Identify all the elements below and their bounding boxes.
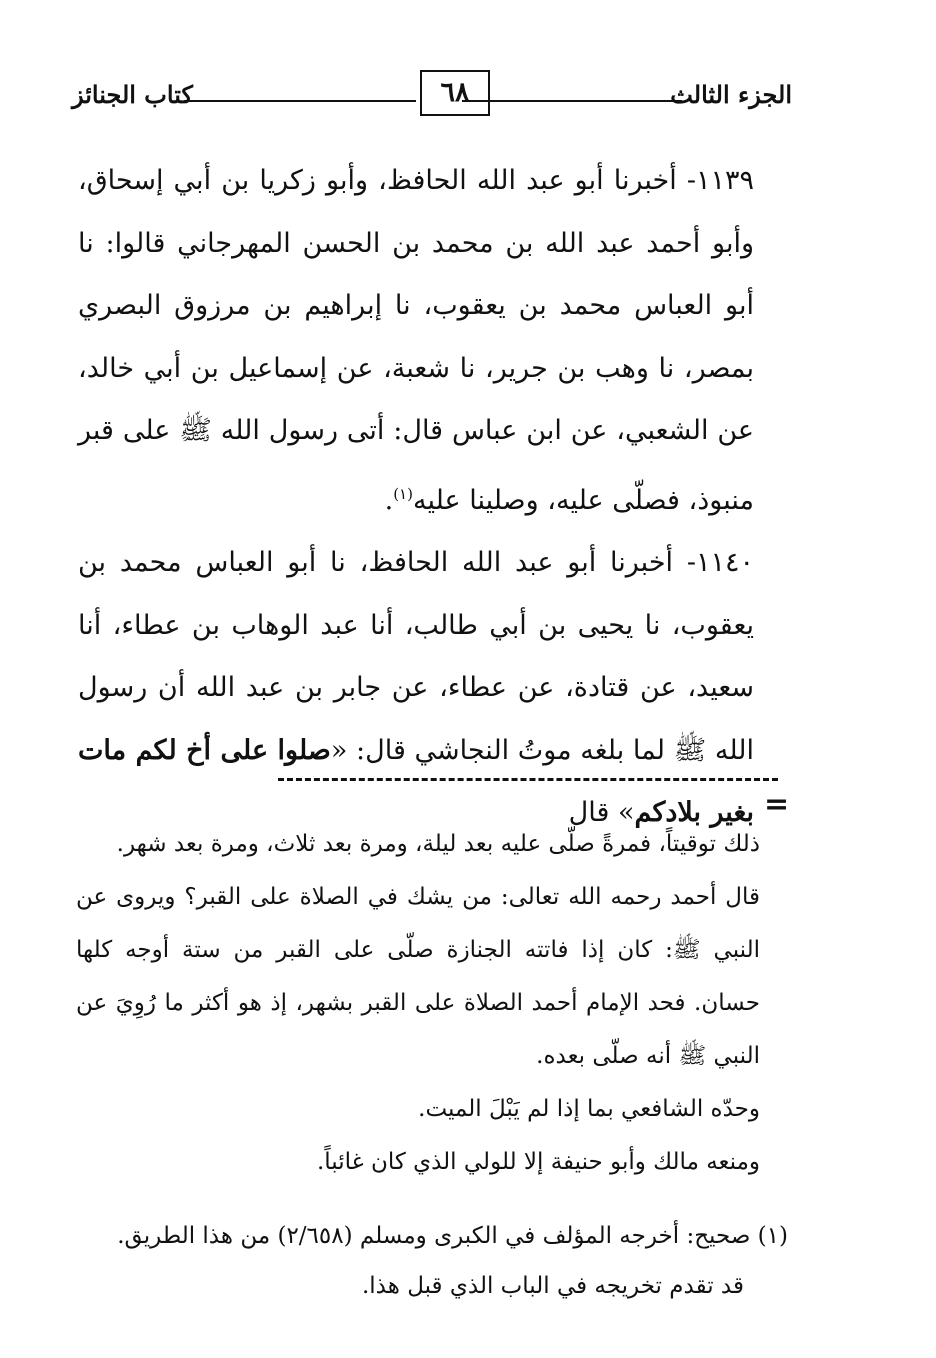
page-number: ٦٨	[420, 70, 490, 116]
continued-notes	[76, 818, 760, 1189]
note-paragraph: ذلك توقيتاً، فمرةً صلّى عليه بعد ليلة، ومرة بعد ثلاث، ومرة بعد شهر.	[116, 831, 760, 857]
note-paragraph: ومنعه مالك وأبو حنيفة إلا للولي الذي كان غائباً.	[316, 1149, 760, 1175]
footnotes	[96, 1211, 788, 1311]
footnote-1: (١) صحيح: أخرجه المؤلف في الكبرى ومسلم (٢/٦٥٨) من هذا الطريق.	[117, 1223, 788, 1249]
footnote-1-continued: قد تقدم تخريجه في الباب الذي قبل هذا.	[361, 1273, 744, 1299]
hadith-text: أخبرنا أبو عبد الله الحافظ، نا أبو العباس محمد بن يعقوب، نا يحيى بن أبي طالب، أنا عبد الوهاب بن عطاء، أنا سعيد، عن قتادة، عن عطاء، عن جابر بن عبد الله أن رسول الله ﷺ لما بلغه موتُ النجاشي قال: «	[78, 547, 754, 766]
hadith-quote: صلوا على أخ لكم مات بغير بلادكم	[78, 734, 754, 828]
hadith-after-quote: » قال	[568, 797, 635, 828]
continuation-mark: =	[764, 787, 790, 822]
hadith-1140	[78, 532, 790, 845]
hadith-number: ١١٤٠-	[686, 547, 754, 578]
note-paragraph: قال أحمد رحمه الله تعالى: من يشك في الصلاة على القبر؟ ويروى عن النبي ﷺ: كان إذا فاتته الجنازة صلّى على القبر من ستة أوجه كلها حسان. فحد الإمام أحمد الصلاة على القبر بشهر، إذ هو أكثر ما رُوِيَ عن النبي ﷺ أنه صلّى بعده.	[76, 884, 760, 1069]
header-rule-right	[462, 100, 682, 102]
volume-title: الجزء الثالث	[670, 80, 792, 109]
footnote-ref: (١)	[393, 484, 413, 503]
book-title: كتاب الجنائز	[72, 80, 193, 109]
hadith-number: ١١٣٩-	[686, 165, 754, 196]
header-rule-left	[184, 100, 416, 102]
main-text	[78, 150, 790, 845]
hadith-1139	[78, 150, 790, 532]
hadith-text: أخبرنا أبو عبد الله الحافظ، وأبو زكريا بن أبي إسحاق، وأبو أحمد عبد الله بن محمد بن الحسن المهرجاني قالوا: نا أبو العباس محمد بن يعقوب، نا إبراهيم بن مرزوق البصري بمصر، نا وهب بن جرير، نا شعبة، عن إسماعيل بن أبي خالد، عن الشعبي، عن ابن عباس قال: أتى رسول الله ﷺ على قبر منبوذ، فصلّى عليه، وصلينا عليه	[78, 165, 754, 516]
footnote-separator	[278, 778, 778, 781]
note-paragraph: وحدّه الشافعي بما إذا لم يَبْلَ الميت.	[418, 1096, 760, 1122]
hadith-end: .	[384, 484, 394, 516]
page-header	[72, 70, 792, 126]
